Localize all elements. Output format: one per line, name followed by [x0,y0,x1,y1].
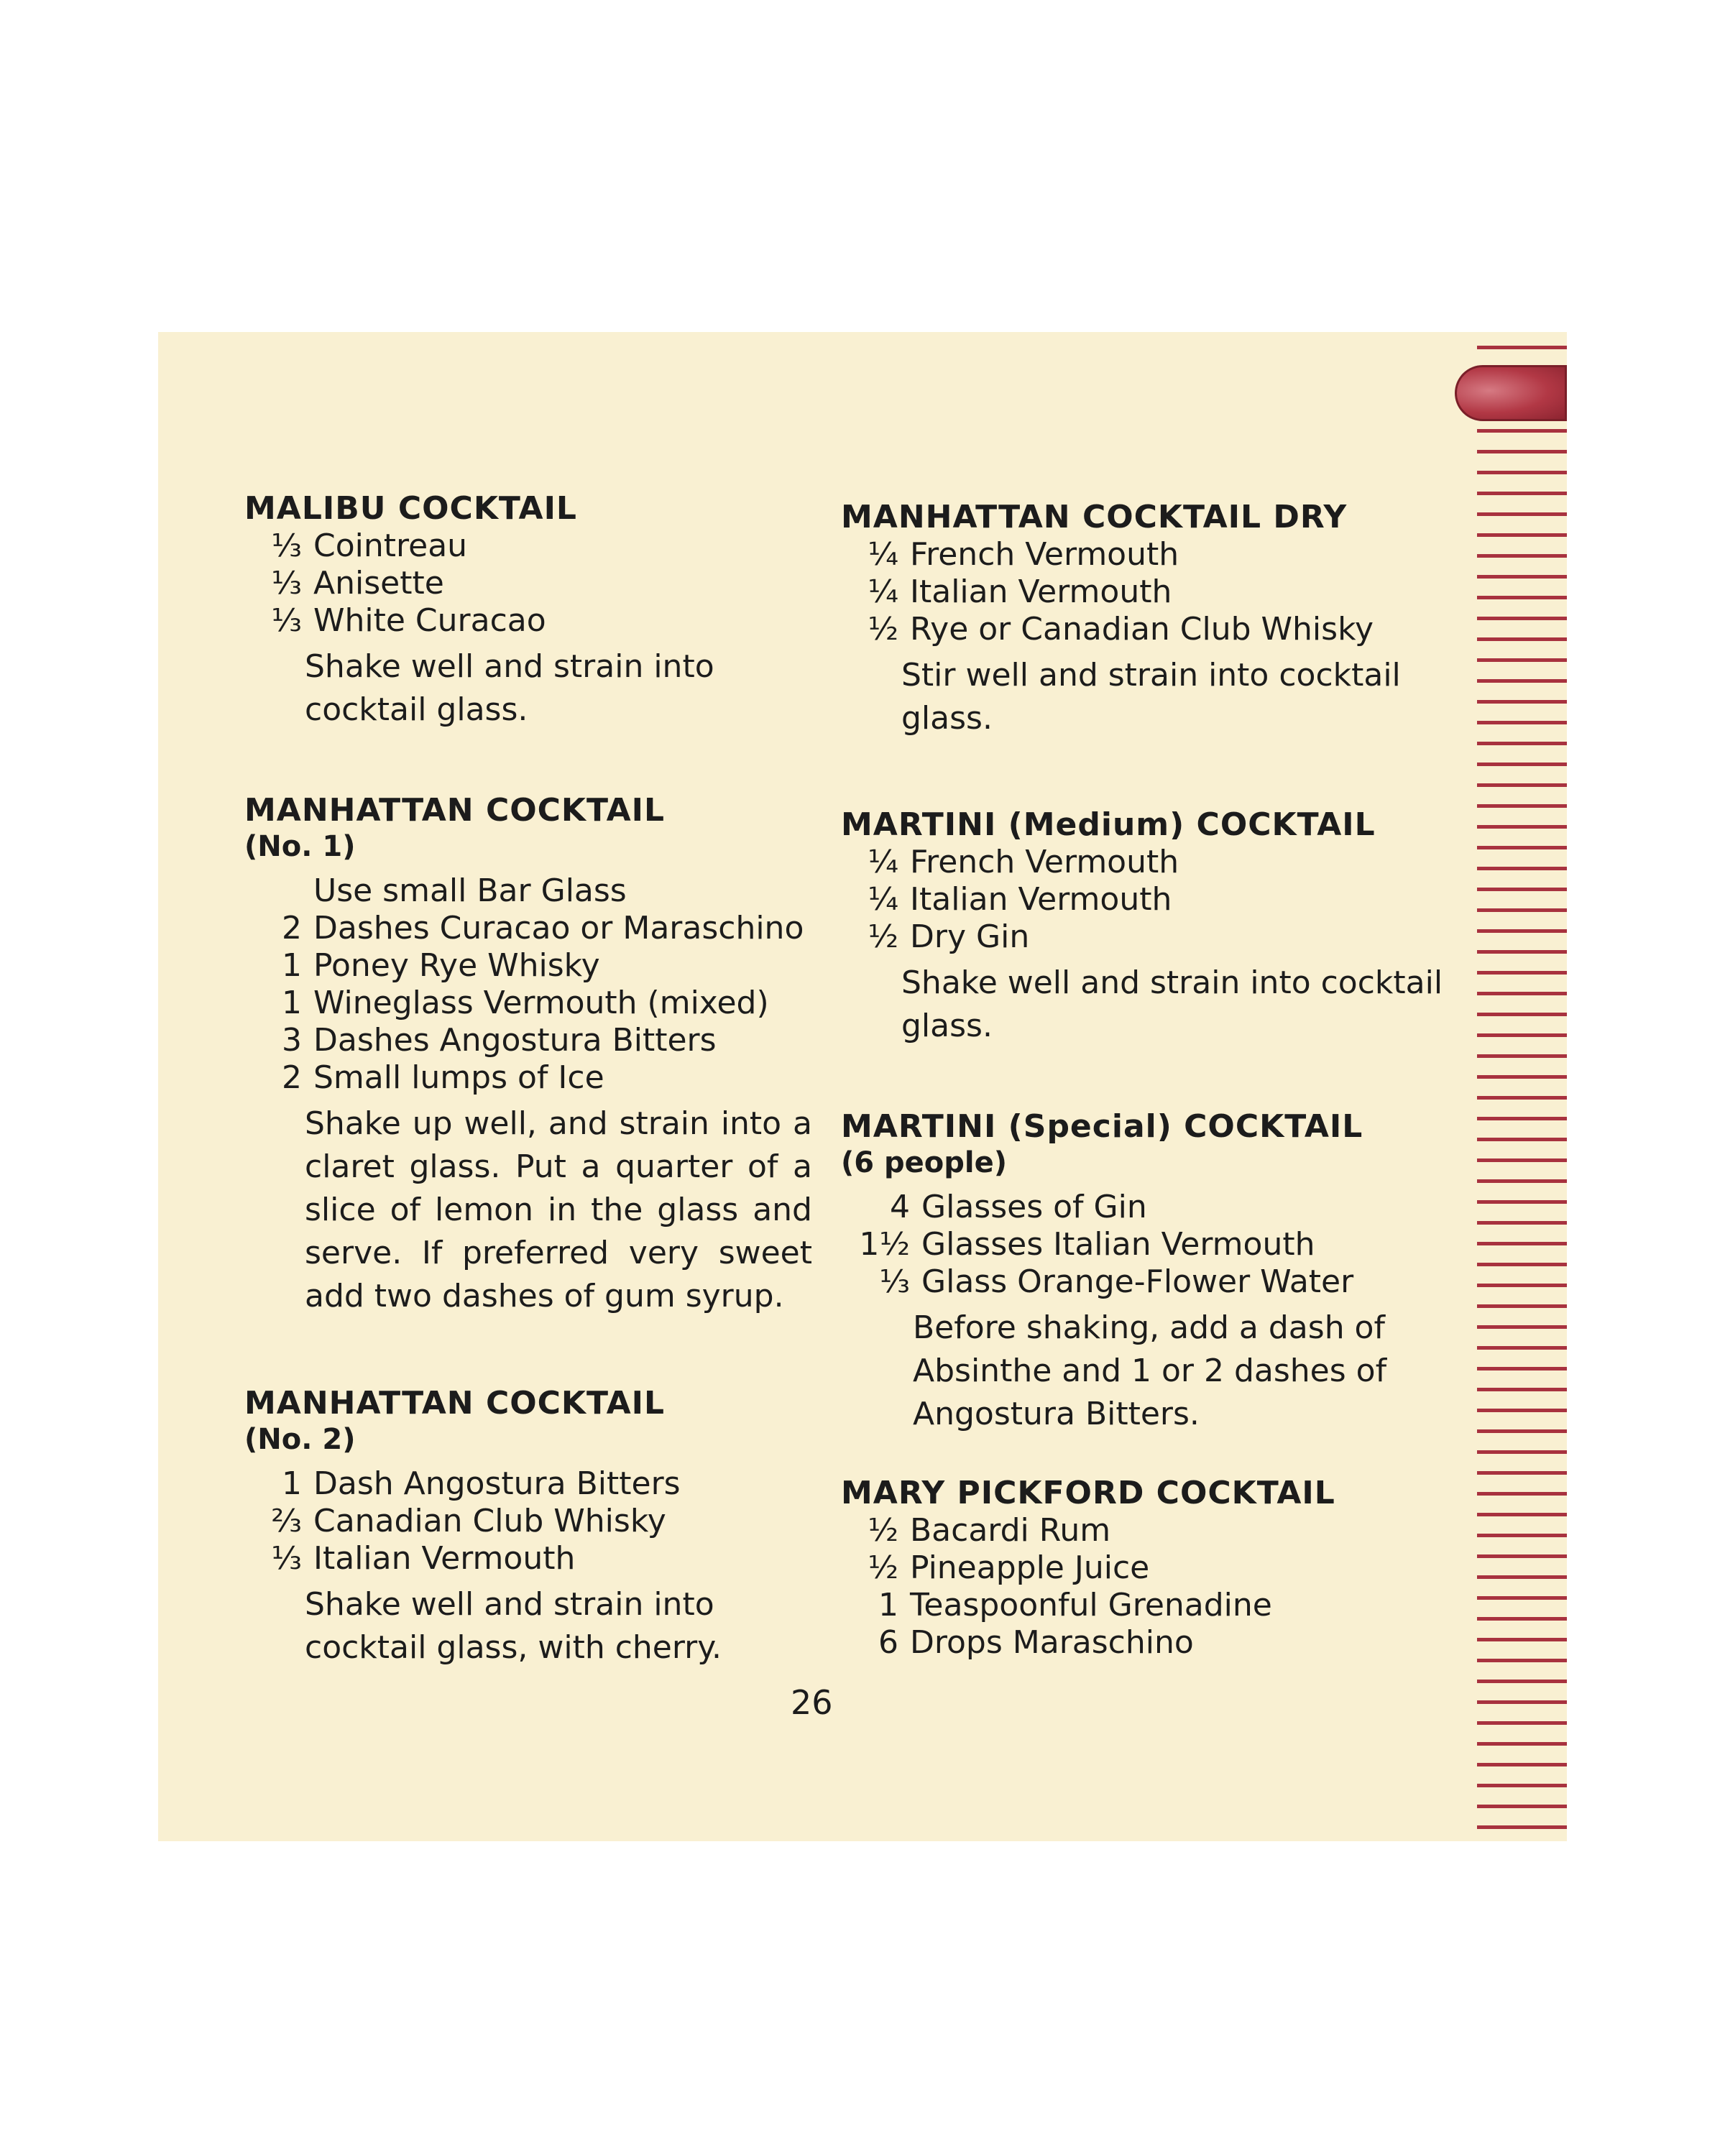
ingredient-line [244,1022,812,1059]
ingredient-line [244,985,812,1022]
ingredient-name: Dry Gin [910,918,1030,955]
ingredient-name: Teaspoonful Grenadine [910,1587,1272,1623]
ingredient-quantity: ⅔ [271,1503,302,1539]
recipe-title: MARTINI (Special) COCKTAIL [841,1108,1363,1145]
recipe-instructions: Stir well and strain into cocktail glass. [901,657,1401,737]
ingredient-name: Italian Vermouth [910,573,1172,610]
recipe-malibu-cocktail [244,490,812,732]
recipe-title: MALIBU COCKTAIL [244,490,577,527]
page-number: 26 [791,1683,833,1722]
recipe-instructions: Shake well and strain into cocktail glass, with cherry. [305,1586,722,1666]
ingredient-quantity: ⅓ [879,1263,910,1300]
recipe-title: MANHATTAN COCKTAIL DRY [841,499,1348,535]
ingredient-line [841,881,1466,918]
ingredient-name: Italian Vermouth [910,881,1172,918]
ingredient-quantity: ¼ [868,536,898,573]
ingredient-name: White Curacao [313,602,546,639]
recipe-manhattan-cocktail-no-2 [244,1385,812,1669]
ingredient-line [244,1540,812,1577]
ingredient-quantity: 1½ [859,1226,910,1263]
ingredient-line [244,1465,812,1503]
recipe-title: MANHATTAN COCKTAIL [244,1385,666,1422]
ingredient-line [841,844,1466,881]
ingredient-quantity: ⅓ [271,528,302,564]
ingredient-line [841,1189,1466,1226]
recipe-martini-medium-cocktail [841,806,1466,1048]
binding-ring-icon [1455,365,1567,421]
recipe-manhattan-cocktail-dry [841,499,1466,740]
ingredient-line [841,573,1466,611]
ingredient-quantity: ¼ [868,844,898,880]
recipe-title: MARTINI (Medium) COCKTAIL [841,806,1376,843]
ingredient-name: Dash Angostura Bitters [313,1465,681,1502]
ingredient-quantity: ⅓ [271,1540,302,1577]
ingredient-quantity: 2 [282,1059,302,1096]
ingredient-name: Canadian Club Whisky [313,1503,666,1539]
ingredient-quantity: 4 [890,1189,910,1225]
ingredient-name: French Vermouth [910,536,1179,573]
ingredient-quantity: ½ [868,611,898,648]
ingredient-name: Glasses of Gin [921,1189,1147,1225]
ingredient-name: Small lumps of Ice [313,1059,604,1096]
ingredient-name: Dashes Curacao or Maraschino [313,910,804,946]
ingredient-name: Anisette [313,565,444,602]
recipe-martini-special-cocktail [841,1108,1466,1436]
ingredient-name: Glasses Italian Vermouth [921,1226,1315,1263]
ingredient-name: Poney Rye Whisky [313,947,600,984]
ingredient-line [841,1512,1466,1549]
ingredient-quantity: ¼ [868,573,898,610]
ingredient-quantity: ½ [868,1512,898,1549]
ingredient-quantity: 1 [282,1465,302,1502]
ingredient-name: Italian Vermouth [313,1540,576,1577]
ingredient-name: Rye or Canadian Club Whisky [910,611,1374,648]
ingredient-name: Pineapple Juice [910,1549,1150,1586]
ingredient-quantity [244,872,313,910]
ingredient-line [841,918,1466,956]
ingredient-line [244,602,812,640]
book-page [158,332,1567,1841]
ingredient-quantity: 1 [282,947,302,984]
ingredient-name: Use small Bar Glass [313,872,627,909]
ingredient-line [244,528,812,565]
ingredient-quantity: 1 [878,1587,898,1623]
ingredient-name: Drops Maraschino [910,1624,1194,1661]
ingredient-quantity: ½ [868,1549,898,1586]
ingredient-line [244,947,812,985]
recipe-subtitle: (No. 1) [244,830,356,863]
ingredient-line [841,1226,1466,1263]
ingredient-line [841,611,1466,648]
ingredient-line [841,1263,1466,1301]
recipe-subtitle: (No. 2) [244,1423,356,1456]
ingredient-name: Cointreau [313,528,468,564]
ingredient-quantity: ½ [868,918,898,955]
recipe-instructions: Shake well and strain into cocktail glass. [901,964,1443,1044]
ingredient-quantity: 1 [282,985,302,1021]
ingredient-line [244,1059,812,1097]
ingredient-line [841,1549,1466,1587]
recipe-title: MANHATTAN COCKTAIL [244,792,666,829]
ingredient-line [244,910,812,947]
recipe-mary-pickford-cocktail [841,1475,1466,1662]
spiral-binding [1477,332,1567,1841]
ingredient-quantity: 3 [282,1022,302,1059]
recipe-subtitle: (6 people) [841,1146,1008,1179]
ingredient-line [841,536,1466,573]
recipe-manhattan-cocktail-no-1 [244,792,812,1318]
ingredient-line [244,565,812,602]
ingredient-quantity: 2 [282,910,302,946]
recipe-title: MARY PICKFORD COCKTAIL [841,1475,1335,1511]
ingredient-name: Bacardi Rum [910,1512,1111,1549]
ingredient-line [244,872,812,910]
ingredient-name: Wineglass Vermouth (mixed) [313,985,769,1021]
ingredient-line [841,1624,1466,1662]
recipe-instructions: Shake well and strain into cocktail glass. [305,648,714,728]
ingredient-line [244,1503,812,1540]
ingredient-quantity: ⅓ [271,602,302,639]
ingredient-line [841,1587,1466,1624]
ingredient-name: Dashes Angostura Bitters [313,1022,717,1059]
recipe-instructions: Shake up well, and strain into a claret glass. Put a quarter of a slice of lemon in the glass and serve. If preferred very sweet add two dashes of gum syrup. [305,1105,812,1314]
ingredient-quantity: ¼ [868,881,898,918]
ingredient-quantity: ⅓ [271,565,302,602]
ingredient-name: French Vermouth [910,844,1179,880]
ingredient-quantity: 6 [878,1624,898,1661]
recipe-instructions: Before shaking, add a dash of Absinthe and 1 or 2 dashes of Angostura Bitters. [913,1309,1387,1432]
ingredient-name: Glass Orange-Flower Water [921,1263,1354,1300]
